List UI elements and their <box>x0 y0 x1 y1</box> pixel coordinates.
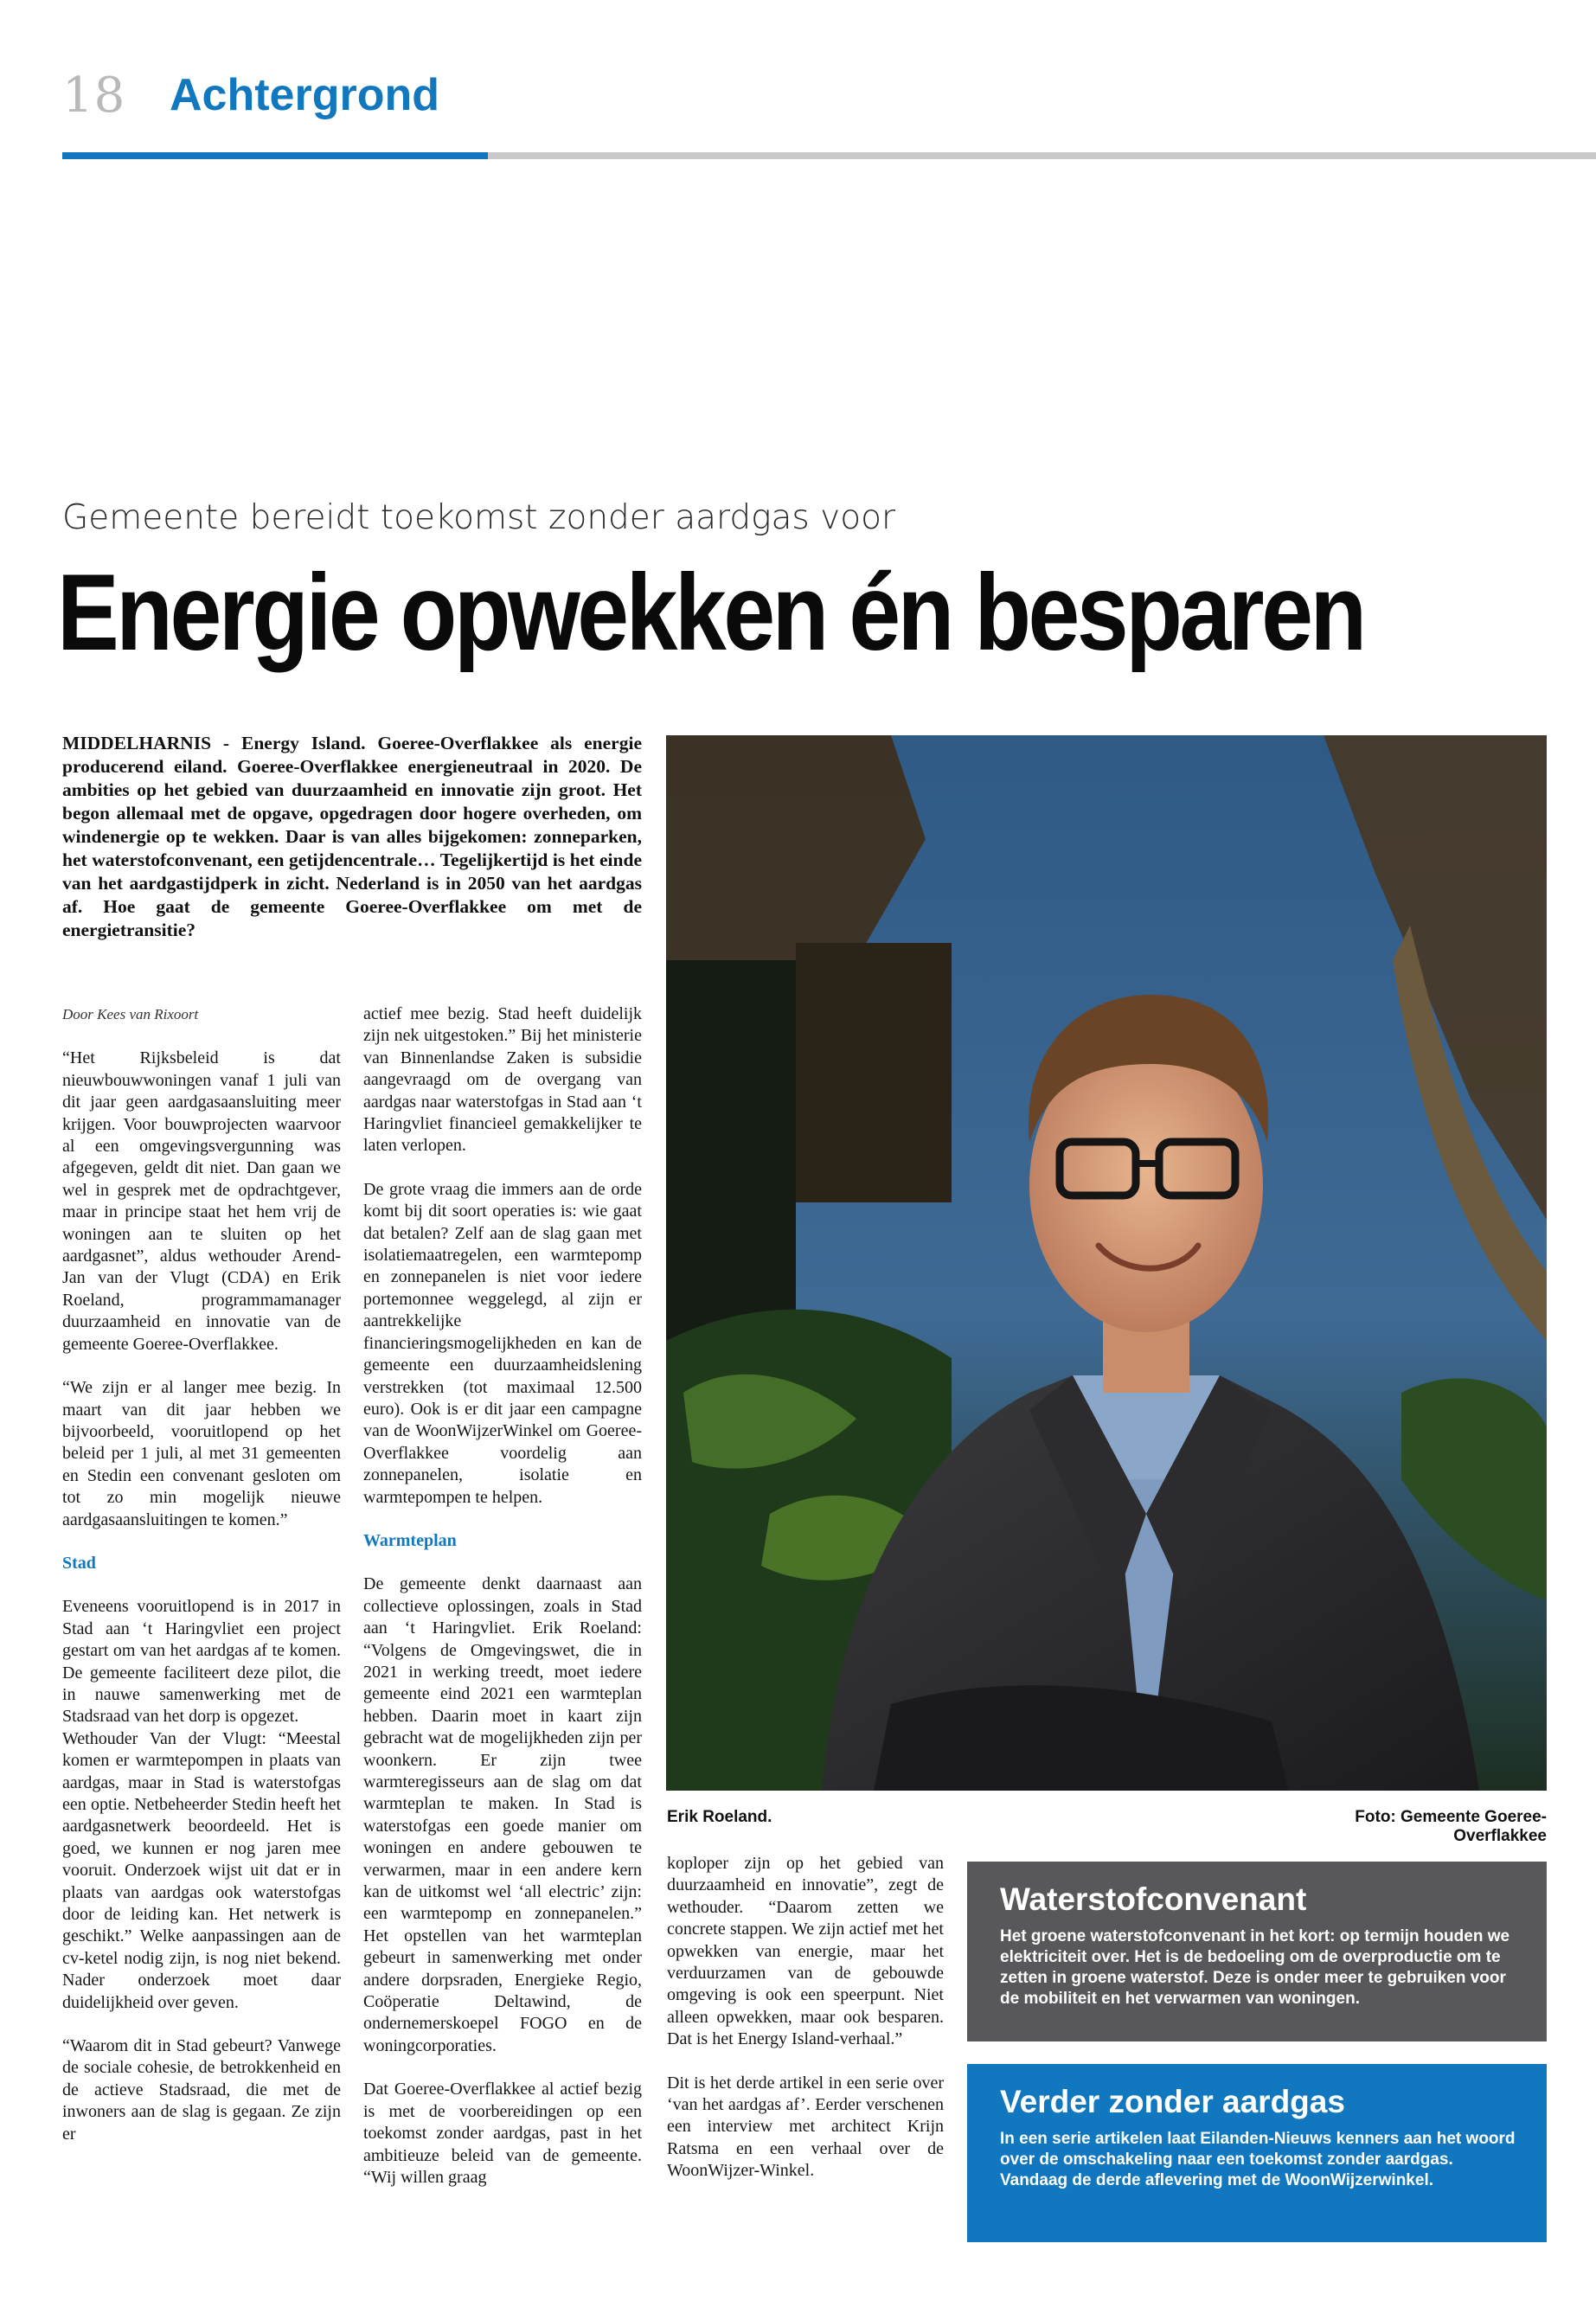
article-intro: MIDDELHARNIS - Energy Island. Goeree-Overflakkee als energie producerend eiland. Goeree-Overflakkee energieneutraal in 2020. De ambities op het gebied van duurzaamheid en innovatie zijn groot. Het begon allemaal met de opgave, opgedragen door hogere overheden, om windenergie op te wekken. Daar is van alles bijgekomen: zonneparken, het waterstofconvenant, een getijdencentrale… Tegelijkertijd is het einde van het aardgastijdperk in zicht. Nederland is in 2050 van het aardgas af. Hoe gaat de gemeente Goeree-Overflakkee om met de energietransitie? <box>62 733 642 940</box>
portrait-photo <box>666 735 1547 1791</box>
article-column-1 <box>62 1003 341 2167</box>
paragraph: “Waarom dit in Stad gebeurt? Vanwege de sociale cohesie, de betrokkenheid en de actieve Stadsraad, die met de inwoners aan de slag is gegaan. Ze zijn er <box>62 2036 341 2144</box>
paragraph: De grote vraag die immers aan de orde komt bij dit soort operaties is: wie gaat dat betalen? Zelf aan de slag gaan met isolatiemaatregelen, een warmtepomp en zonnepanelen is niet voor iedere portemonnee weggelegd, al zijn er aantrekkelijke financieringsmogelijkheden en kan de gemeente een duurzaamheidslening verstrekken (tot maximaal 12.500 euro). Ook is er dit jaar een campagne van de WoonWijzerWinkel om Goeree-Overflakkee voordelig aan zonnepanelen, isolatie en warmtepompen te helpen. <box>363 1179 642 1507</box>
article-column-2 <box>363 1003 642 2210</box>
article-kicker: Gemeente bereidt toekomst zonder aardgas voor <box>62 498 895 537</box>
byline: Door Kees van Rixoort <box>62 1006 199 1022</box>
paragraph: Dat Goeree-Overflakkee al actief bezig is met de voorbereidingen op een toekomst zonder aardgas, past in het ambitieuze beleid van de gemeente. “Wij willen graag <box>363 2080 642 2187</box>
verder-zonder-aardgas-box <box>967 2064 1547 2242</box>
subheading-warmteplan: Warmteplan <box>363 1530 457 1550</box>
box-text: Het groene waterstofconvenant in het kort: op termijn houden we elektriciteit over. Het is de bedoeling om de overproductie om te zetten in groene waterstof. Deze is onder meer te gebruiken voor de mobiliteit en het verwarmen van woningen. <box>1000 1926 1510 2008</box>
paragraph: koploper zijn op het gebied van duurzaamheid en innovatie”, zegt de wethouder. “Daarom zetten we concrete stappen. We zijn actief met het opwekken van energie, maar het verduurzamen van de gebouwde omgeving is ook een speerpunt. Niet alleen opwekken, maar ook besparen. Dat is het Energy Island-verhaal.” <box>667 1854 944 2049</box>
page-number: 18 <box>62 67 126 124</box>
portrait-illustration <box>666 735 1547 1791</box>
paragraph: Dit is het derde artikel in een serie over ‘van het aardgas af’. Eerder verschenen een interview met architect Krijn Ratsma en een verhaal over de WoonWijzer-Winkel. <box>667 2073 944 2181</box>
paragraph: Eveneens vooruitlopend is in 2017 in Stad aan ‘t Haringvliet een project gestart om van het aardgas af te komen. De gemeente faciliteert deze pilot, die in nauwe samenwerking met de Stadsraad van het dorp is opgezet. <box>62 1597 341 1727</box>
photo-credit: Foto: Gemeente Goeree-Overflakkee <box>1355 1808 1547 1845</box>
article-headline: Energie opwekken én besparen <box>57 553 1364 673</box>
paragraph: actief mee bezig. Stad heeft duidelijk zijn nek uitgestoken.” Bij het ministerie van Binnenlandse Zaken is subsidie aangevraagd om de overgang van aardgas naar waterstofgas in Stad aan ‘t Haringvliet financieel gemakkelijker te laten verlopen. <box>363 1004 642 1156</box>
section-title: Achtergrond <box>170 70 439 120</box>
paragraph: “Het Rijksbeleid is dat nieuwbouwwoningen vanaf 1 juli van dit jaar geen aardgasaansluiting meer krijgen. Voor bouwprojecten waarvoor al een omgevingsvergunning was afgegeven, geldt dit niet. Dan gaan we wel in gesprek met de opdrachtgever, maar in principe staat het hem vrij de woningen aan te sluiten op het aardgasnet”, aldus wethouder Arend-Jan van der Vlugt (CDA) en Erik Roeland, programmamanager duurzaamheid en innovatie van de gemeente Goeree-Overflakkee. <box>62 1048 341 1354</box>
article-column-3 <box>667 1853 944 2204</box>
box-title: Verder zonder aardgas <box>1000 2084 1345 2119</box>
paragraph: Wethouder Van der Vlugt: “Meestal komen er warmtepompen in plaats van aardgas, maar in Stad is waterstofgas een optie. Netbeheerder Stedin heeft het aardgasnetwerk beoordeeld. Het is goed, we kunnen er nog jaren mee vooruit. Onderzoek wijst uit dat er in plaats van aardgas ook waterstofgas door de leiding kan. Het netwerk is geschikt.” Welke aanpassingen aan de cv-ketel nodig zijn, is nog niet bekend. Nader onderzoek moet daar duidelijkheid over geven. <box>62 1728 341 2012</box>
box-text: In een serie artikelen laat Eilanden-Nieuws kenners aan het woord over de omschakeling naar een toekomst zonder aardgas. Vandaag de derde aflevering met de WoonWijzerwinkel. <box>1000 2129 1516 2189</box>
box-title: Waterstofconvenant <box>1000 1881 1307 1917</box>
photo-caption: Erik Roeland. <box>667 1808 772 1826</box>
subheading-stad: Stad <box>62 1553 96 1573</box>
header-rule-accent <box>62 152 488 159</box>
waterstofconvenant-box <box>967 1862 1547 2041</box>
paragraph: De gemeente denkt daarnaast aan collectieve oplossingen, zoals in Stad aan ‘t Haringvliet. Erik Roeland: “Volgens de Omgevingswet, die in 2021 in werking treedt, moet iedere gemeente eind 2021 een warmteplan hebben. Daarin moet in kaart zijn gebracht wat de mogelijkheden zijn per woonkern. Er zijn twee warmteregisseurs aan de slag om dat warmteplan te maken. In Stad is waterstofgas een goede manier om woningen en andere gebouwen te verwarmen, maar in een andere kern kan de uitkomst wel ‘all electric’ zijn: een warmtepomp en zonnepanelen.” Het opstellen van het warmteplan gebeurt in samenwerking met onder andere dorpsraden, Energieke Regio, Coöperatie Deltawind, de ondernemerskoepel FOGO en de woningcorporaties. <box>363 1574 642 2055</box>
paragraph: “We zijn er al langer mee bezig. In maart van dit jaar hebben we bijvoorbeeld, vooruitlopend op het beleid per 1 juli, al met 31 gemeenten en Stedin een convenant gesloten om tot zo min mogelijk nieuwe aardgasaansluitingen te komen.” <box>62 1378 341 1529</box>
